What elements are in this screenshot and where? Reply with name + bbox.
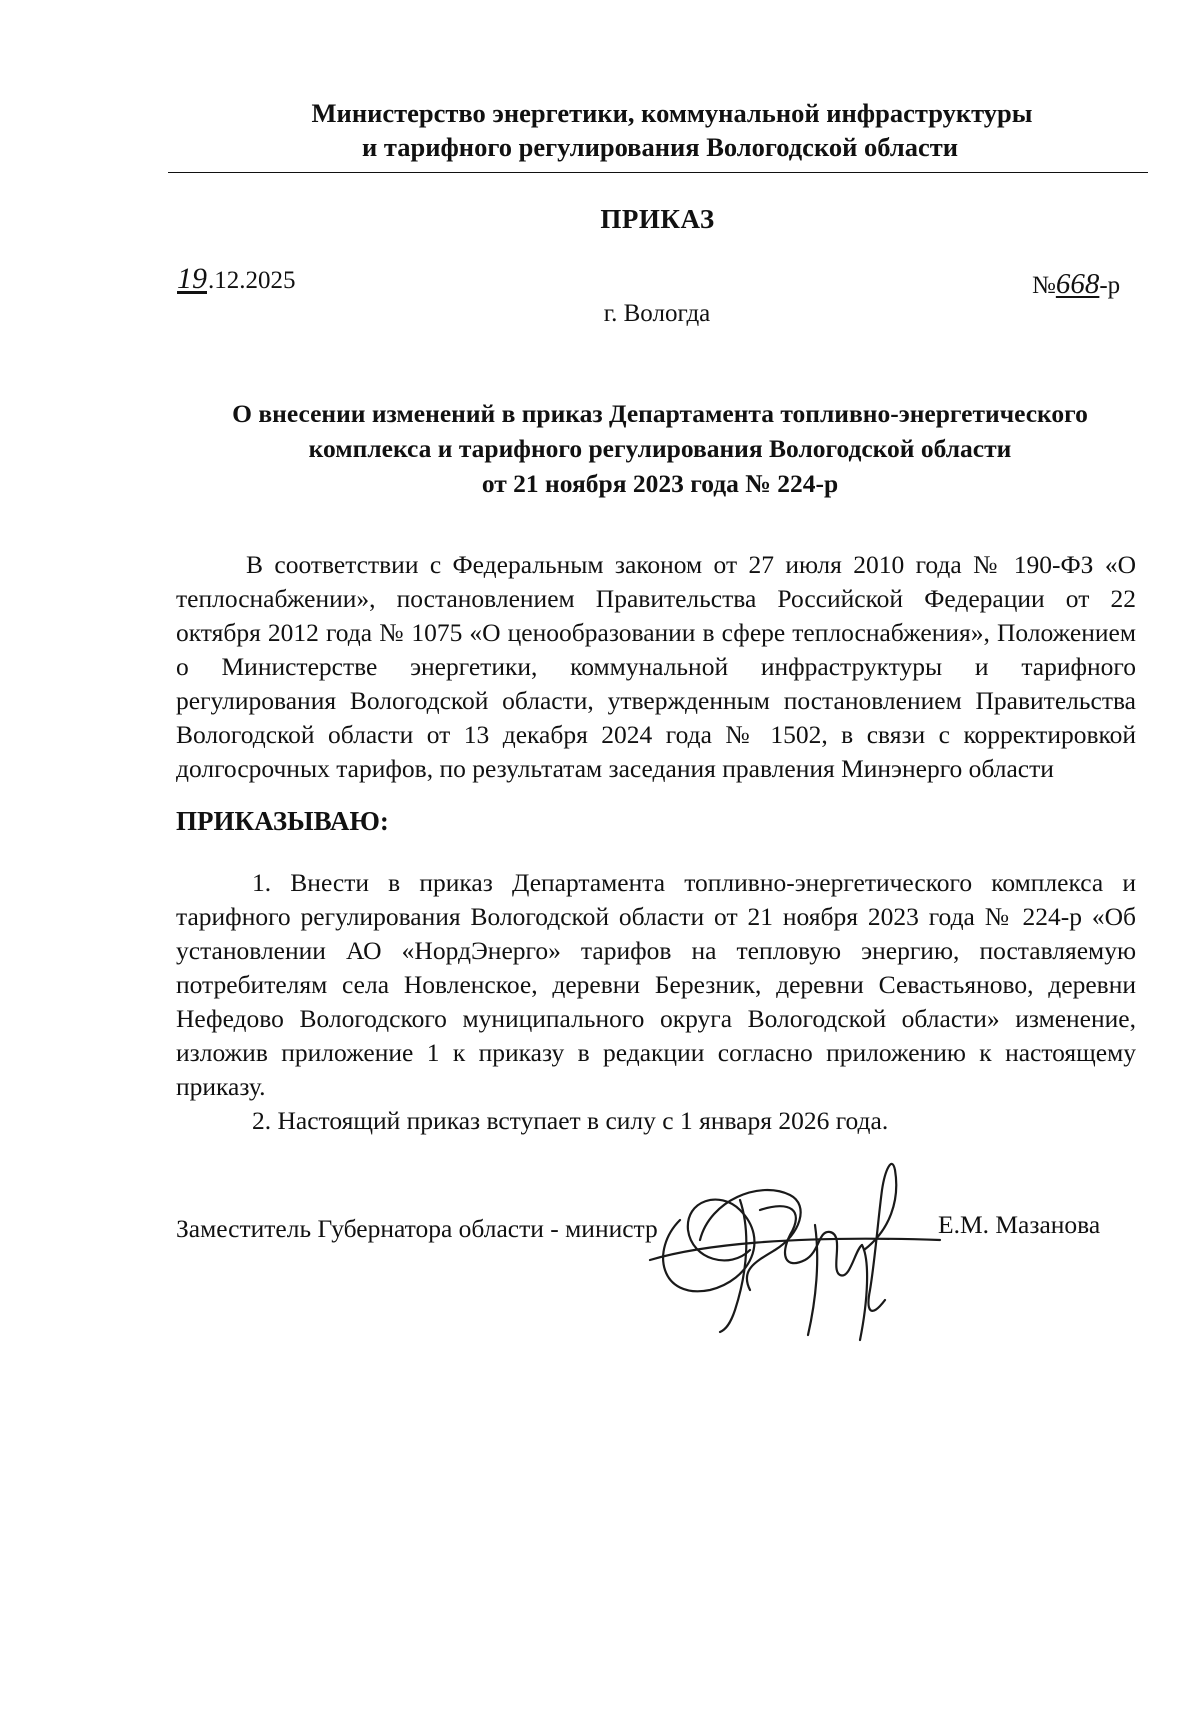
number-suffix: -р bbox=[1099, 272, 1121, 299]
document-number bbox=[1032, 268, 1120, 301]
document-date bbox=[177, 262, 296, 296]
command-word: ПРИКАЗЫВАЮ: bbox=[176, 806, 389, 836]
organization-line-1: Министерство энергетики, коммунальной инфраструктуры bbox=[311, 98, 1033, 128]
preamble bbox=[176, 548, 1136, 786]
date-printed: .12.2025 bbox=[208, 267, 296, 294]
signatory-name: Е.М. Мазанова bbox=[938, 1210, 1101, 1239]
signatory-position: Заместитель Губернатора области - министр bbox=[176, 1214, 658, 1243]
order-item-1: 1. Внести в приказ Департамента топливно-энергетического комплекса и тарифного регулирования Вологодской области от 21 ноября 2023 года № 224-р «Об установлении АО «НордЭнерго» тарифов на тепловую энергию, поставляемую потребителям села Новленское, деревни Березник, деревни Севастьяново, деревни Нефедово Вологодского муниципального округа Вологодской области» изменение, изложив приложение 1 к приказу в редакции согласно приложению к настоящему приказу. bbox=[176, 868, 1136, 1101]
number-handwritten: 668 bbox=[1055, 268, 1100, 300]
subject-line-2: комплекса и тарифного регулирования Вологодской области bbox=[308, 434, 1012, 463]
organization-header bbox=[170, 96, 1150, 164]
subject-line-1: О внесении изменений в приказ Департамента топливно-энергетического bbox=[232, 399, 1088, 428]
organization-line-2: и тарифного регулирования Вологодской области bbox=[361, 132, 959, 162]
number-prefix: № bbox=[1032, 272, 1056, 299]
subject-line-3: от 21 ноября 2023 года № 224-р bbox=[481, 469, 839, 498]
document-type: ПРИКАЗ bbox=[600, 204, 715, 234]
order-item-2: 2. Настоящий приказ вступает в силу с 1 января 2026 года. bbox=[252, 1106, 889, 1135]
document-subject bbox=[170, 396, 1150, 501]
order-items bbox=[176, 866, 1136, 1138]
preamble-text: В соответствии с Федеральным законом от 27 июля 2010 года № 190-ФЗ «О теплоснабжении», постановлением Правительства Российской Федерации от 22 октября 2012 года № 1075 «О ценообразовании в сфере теплоснабжения», Положением о Министерстве энергетики, коммунальной инфраструктуры и тарифного регулирования Вологодской области, утвержденным постановлением Правительства Вологодской области от 13 декабря 2024 года № 1502, в связи с корректировкой долгосрочных тарифов, по результатам заседания правления Минэнерго области bbox=[176, 550, 1136, 783]
document-city: г. Вологда bbox=[603, 300, 711, 327]
handwritten-signature bbox=[640, 1140, 970, 1350]
header-divider bbox=[168, 172, 1148, 173]
date-handwritten-day: 19 bbox=[177, 262, 207, 295]
